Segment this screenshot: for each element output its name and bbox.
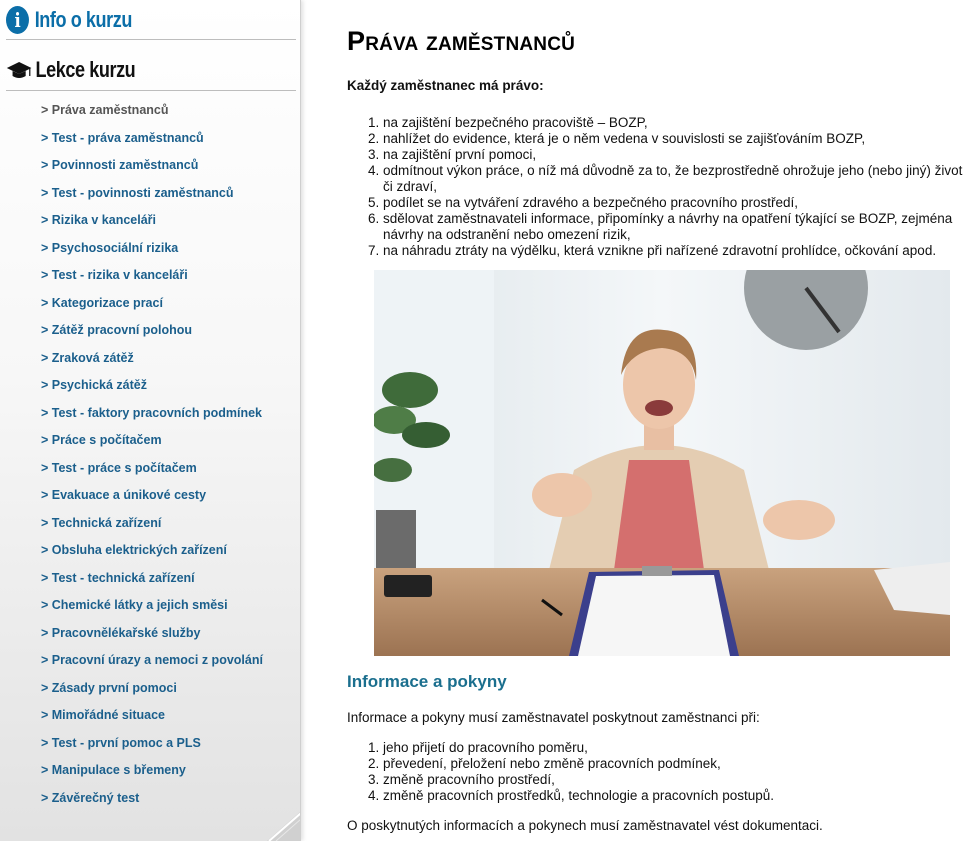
sidebar-lesson-link[interactable]: > Test - práva zaměstnanců	[41, 130, 204, 145]
sidebar-lesson-link[interactable]: > Rizika v kanceláři	[41, 213, 157, 227]
closing-paragraph: O poskytnutých informacích a pokynech musí zaměstnavatel vést dokumentaci.	[347, 818, 823, 833]
info-item: 1. jeho přijetí do pracovního poměru,	[383, 740, 975, 756]
right-item: 7. na náhradu ztráty na výdělku, která vznikne při nařízené zdravotní prohlídce, očkování apod.	[383, 243, 975, 259]
sidebar-lesson-link[interactable]: > Test - faktory pracovních podmínek	[41, 405, 263, 420]
sidebar-divider	[6, 90, 296, 91]
sidebar-lesson-link[interactable]: > Test - rizika v kanceláři	[41, 268, 188, 282]
sidebar-lesson-link[interactable]: > Test - technická zařízení	[41, 570, 195, 585]
info-heading-label: Info o kurzu	[34, 7, 132, 32]
sidebar	[0, 0, 301, 841]
info-heading-link[interactable]	[6, 6, 132, 34]
sidebar-lesson-link[interactable]: > Manipulace s břemeny	[41, 763, 186, 777]
sidebar-divider	[6, 39, 296, 40]
sidebar-lesson-link[interactable]: > Evakuace a únikové cesty	[41, 488, 207, 502]
sidebar-lesson-link[interactable]: > Zásady první pomoci	[41, 680, 177, 695]
sidebar-lesson-link[interactable]: > Technická zařízení	[41, 515, 162, 530]
lessons-heading-label: Lekce kurzu	[35, 57, 136, 82]
sidebar-lesson-link[interactable]: > Psychická zátěž	[41, 378, 147, 392]
sidebar-lesson-link[interactable]: > Zraková zátěž	[41, 350, 134, 365]
graduation-cap-icon	[6, 60, 32, 80]
sidebar-lesson-link[interactable]: > Obsluha elektrických zařízení	[41, 543, 227, 557]
sidebar-lesson-link[interactable]: > Závěrečný test	[41, 790, 140, 805]
sidebar-lesson-link[interactable]: > Chemické látky a jejich směsi	[41, 598, 228, 612]
sidebar-lesson-link[interactable]: > Povinnosti zaměstnanců	[41, 158, 199, 172]
rights-intro: Každý zaměstnanec má právo:	[347, 78, 544, 93]
info-intro: Informace a pokyny musí zaměstnavatel poskytnout zaměstnanci při:	[347, 710, 760, 725]
woman-at-desk-image	[374, 270, 950, 656]
page-curl-decoration	[267, 811, 301, 841]
right-item: 6. sdělovat zaměstnavateli informace, připomínky a návrhy na opatření týkající se BOZP, zejména návrhy na odstranění nebo omezení rizik,	[383, 211, 975, 243]
info-list	[383, 740, 975, 804]
sidebar-lesson-link[interactable]: > Psychosociální rizika	[41, 240, 179, 255]
sidebar-lesson-link[interactable]: > Práva zaměstnanců	[41, 103, 169, 117]
right-item: 1. na zajištění bezpečného pracoviště – BOZP,	[383, 115, 975, 131]
sidebar-lesson-link[interactable]: > Pracovní úrazy a nemoci z povolání	[41, 653, 263, 667]
lesson-menu	[41, 100, 263, 815]
right-item: 4. odmítnout výkon práce, o níž má důvodně za to, že bezprostředně ohrožuje jeho (nebo jiný) život či zdraví,	[383, 163, 975, 195]
right-item: 2. nahlížet do evidence, která je o něm vedena v souvislosti se zajišťováním BOZP,	[383, 131, 975, 147]
info-item: 3. změně pracovního prostředí,	[383, 772, 975, 788]
info-icon: i	[6, 6, 29, 34]
sidebar-lesson-link[interactable]: > Pracovnělékařské služby	[41, 625, 201, 640]
sidebar-lesson-link[interactable]: > Práce s počítačem	[41, 433, 162, 447]
course-photo	[374, 270, 950, 656]
info-item: 4. změně pracovních prostředků, technologie a pracovních postupů.	[383, 788, 975, 804]
lessons-heading	[6, 57, 135, 83]
sidebar-lesson-link[interactable]: > Test - práce s počítačem	[41, 460, 197, 475]
sidebar-lesson-link[interactable]: > Test - povinnosti zaměstnanců	[41, 185, 234, 200]
sidebar-lesson-link[interactable]: > Test - první pomoc a PLS	[41, 735, 201, 750]
page-title: Práva zaměstnanců	[347, 26, 576, 56]
rights-list	[383, 115, 975, 259]
sidebar-lesson-link[interactable]: > Mimořádné situace	[41, 708, 165, 722]
sidebar-lesson-link[interactable]: > Kategorizace prací	[41, 295, 163, 310]
sidebar-lesson-link[interactable]: > Zátěž pracovní polohou	[41, 323, 193, 337]
info-item: 2. převedení, přeložení nebo změně pracovních podmínek,	[383, 756, 975, 772]
right-item: 3. na zajištění první pomoci,	[383, 147, 975, 163]
section-title: Informace a pokyny	[347, 672, 507, 691]
right-item: 5. podílet se na vytváření zdravého a bezpečného pracovního prostředí,	[383, 195, 975, 211]
